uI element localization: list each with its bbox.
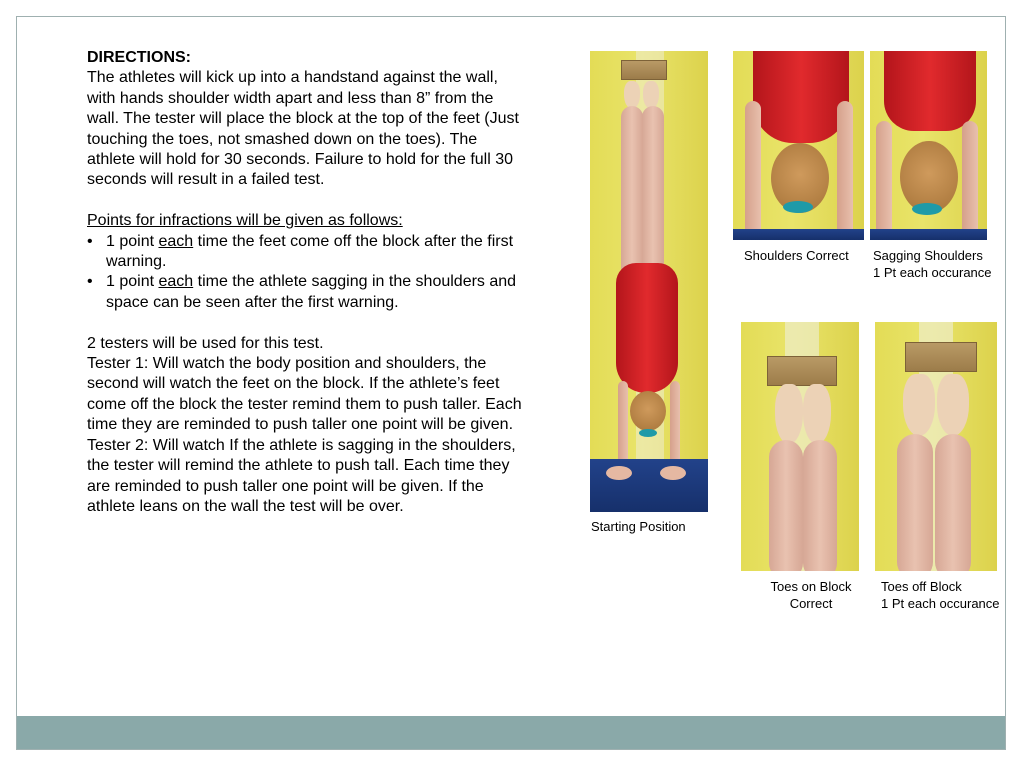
shoulders-correct-caption: Shoulders Correct [744, 248, 849, 263]
bullet-item: • 1 point each time the athlete sagging in the shoulders and space can be seen after the first warning. [87, 273, 517, 311]
sagging-shoulders-caption: Sagging Shoulders 1 Pt each occurance [873, 248, 992, 280]
directions-text [87, 48, 527, 517]
sagging-shoulders-photo [870, 51, 987, 240]
toes-off-block-caption: Toes off Block 1 Pt each occurance [881, 579, 1000, 611]
starting-position-caption: Starting Position [591, 519, 686, 534]
tester1-text: Tester 1: Will watch the body position and shoulders, the second will watch the feet on the block. If the athlete’s feet come off the block the tester remind them to push taller. Each time they are reminded to push taller one point will be given. [87, 355, 522, 434]
points-heading: Points for infractions will be given as follows: [87, 212, 403, 230]
toes-off-block-photo [875, 322, 997, 571]
testers-intro: 2 testers will be used for this test. [87, 334, 324, 352]
tester2-text: Tester 2: Will watch If the athlete is sagging in the shoulders, the tester will remind the athlete to push tall. Each time they are reminded to push taller one point will be given. If the athlete leans on the wall the test will be over. [87, 436, 516, 515]
directions-heading: DIRECTIONS: [87, 49, 191, 66]
toes-on-block-caption: Toes on Block Correct [770, 579, 852, 611]
directions-intro: The athletes will kick up into a handstand against the wall, with hands shoulder width apart and less than 8” from the wall. The tester will place the block at the top of the feet (Just touching the toes, not smashed down on the toes). The athlete will hold for 30 seconds. Failure to hold for the full 30 seconds will result in a failed test. [87, 69, 519, 189]
shoulders-correct-photo [733, 51, 864, 240]
bullet-item: • 1 point each time the feet come off the block after the first warning. [87, 232, 514, 271]
toes-on-block-photo [741, 322, 859, 571]
footer-band [17, 716, 1005, 749]
starting-position-photo [590, 51, 708, 512]
